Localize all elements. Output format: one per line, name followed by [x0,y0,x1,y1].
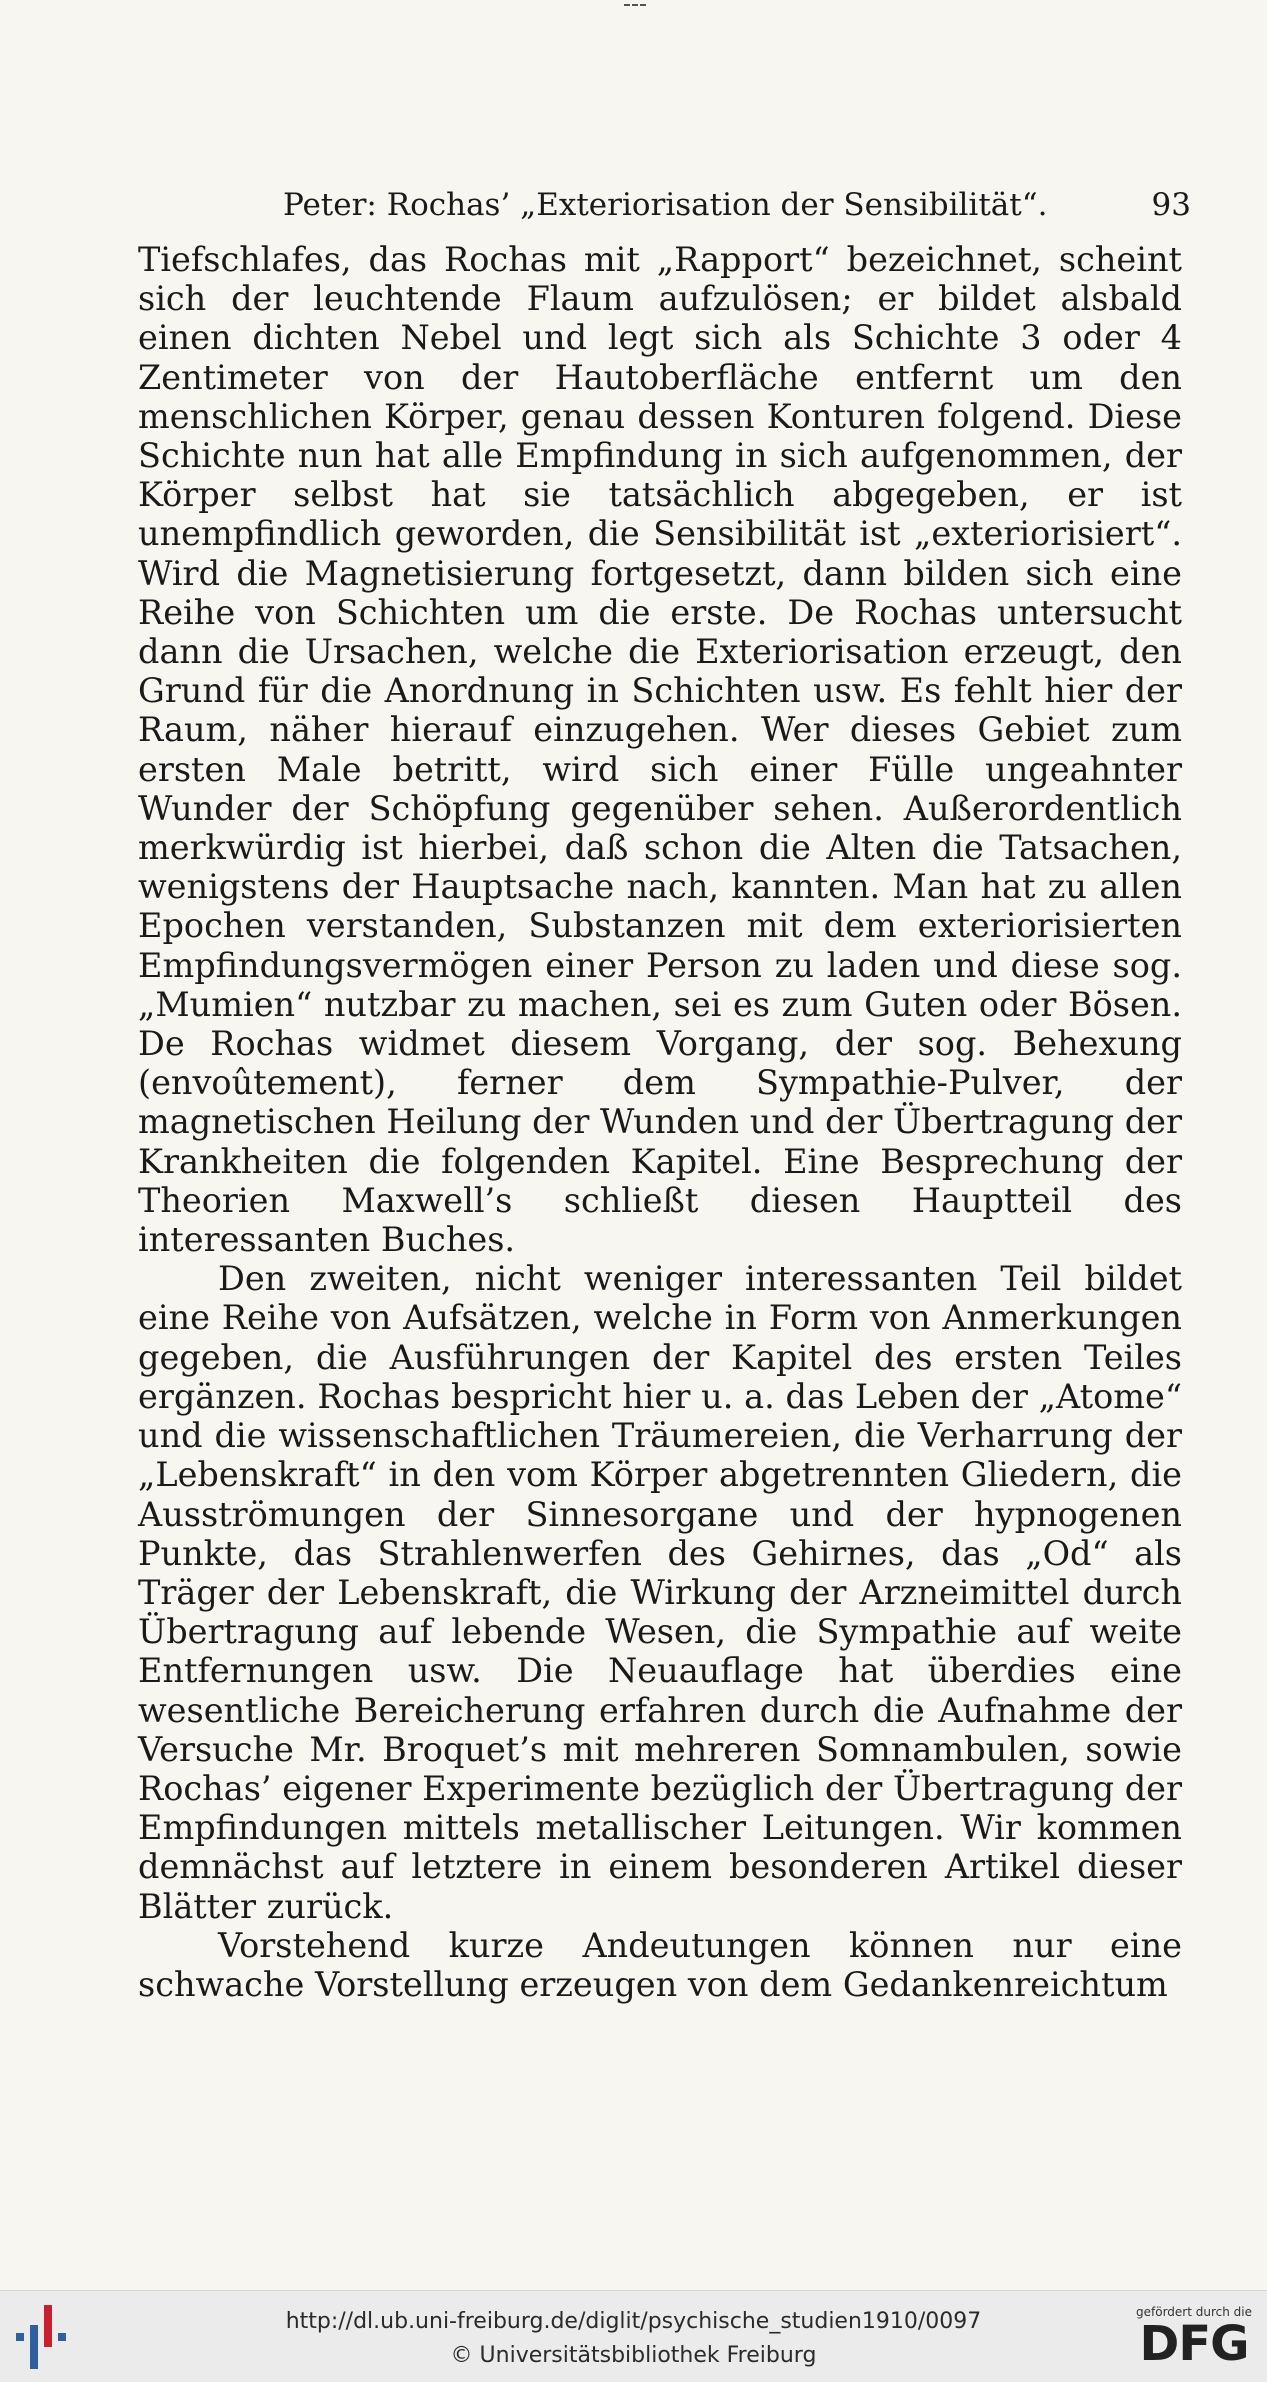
dfg-logo-text: DFG [1139,2316,1249,2372]
dfg-sponsor-logo[interactable] [1129,2305,1259,2377]
running-title: Peter: Rochas’ „Exteriorisation der Sensibilität“. [283,187,1048,223]
running-header [283,182,1191,228]
viewer-footer [0,2290,1267,2382]
permalink-url[interactable]: http://dl.ub.uni-freiburg.de/diglit/psychische_studien1910/0097 [285,2309,982,2334]
page-edge-mark [624,4,646,10]
dfg-caption: gefördert durch die [1136,2305,1252,2319]
page-number: 93 [1151,187,1191,223]
paragraph: Tiefschlafes, das Rochas mit „Rapport“ bezeichnet, scheint sich der leuchtende Flaum aufzulösen; er bildet alsbald einen dichten Nebel und legt sich als Schichte 3 oder 4 Zentimeter von der Hautoberfläche entfernt um den menschlichen Körper, genau dessen Konturen folgend. Diese Schichte nun hat alle Empfindung in sich aufgenommen, der Körper selbst hat sie tatsächlich abgegeben, er ist unempfindlich geworden, die Sensibilität ist „exteriorisiert“. Wird die Magnetisierung fortgesetzt, dann bilden sich eine Reihe von Schichten um die erste. De Rochas untersucht dann die Ursachen, welche die Exteriorisation erzeugt, den Grund für die Anordnung in Schichten usw. Es fehlt hier der Raum, näher hierauf einzugehen. Wer dieses Gebiet zum ersten Male betritt, wird sich einer Fülle ungeahnter Wunder der Schöpfung gegenüber sehen. Außerordentlich merkwürdig ist hierbei, daß schon die Alten die Tatsachen, wenigstens der Hauptsache nach, kannten. Man hat zu allen Epochen verstanden, Substanzen mit dem exteriorisierten Empfindungsvermögen einer Person zu laden und diese sog. „Mumien“ nutzbar zu machen, sei es zum Guten oder Bösen. De Rochas widmet diesem Vorgang, der sog. Behexung (envoûtement), ferner dem Sympathie-Pulver, der magnetischen Heilung der Wunden und der Übertragung der Krankheiten die folgenden Kapitel. Eine Besprechung der Theorien Maxwell’s schließt diesen Hauptteil des interessanten Buches. [138,240,1182,1260]
paragraph: Den zweiten, nicht weniger interessanten Teil bildet eine Reihe von Aufsätzen, welche in Form von Anmerkungen gegeben, die Ausführungen der Kapitel des ersten Teiles ergänzen. Rochas bespricht hier u. a. das Leben der „Atome“ und die wissenschaftlichen Träumereien, die Verharrung der „Lebenskraft“ in den vom Körper abgetrennten Gliedern, die Ausströmungen der Sinnesorgane und der hypnogenen Punkte, das Strahlenwerfen des Gehirnes, das „Od“ als Träger der Lebenskraft, die Wirkung der Arzneimittel durch Übertragung auf lebende Wesen, die Sympathie auf weite Entfernungen usw. Die Neuauflage hat überdies eine wesentliche Bereicherung erfahren durch die Aufnahme der Versuche Mr. Broquet’s mit mehreren Somnambulen, sowie Rochas’ eigener Experimente bezüglich der Übertragung der Empfindungen mittels metallischer Leitungen. Wir kommen demnächst auf letztere in einem besonderen Artikel dieser Blätter zurück. [138,1259,1182,1926]
article-body [138,240,1182,2004]
paragraph: Vorstehend kurze Andeutungen können nur eine schwache Vorstellung erzeugen von dem Gedankenreichtum [138,1925,1182,2004]
copyright-notice: © Universitätsbibliothek Freiburg [450,2343,817,2368]
